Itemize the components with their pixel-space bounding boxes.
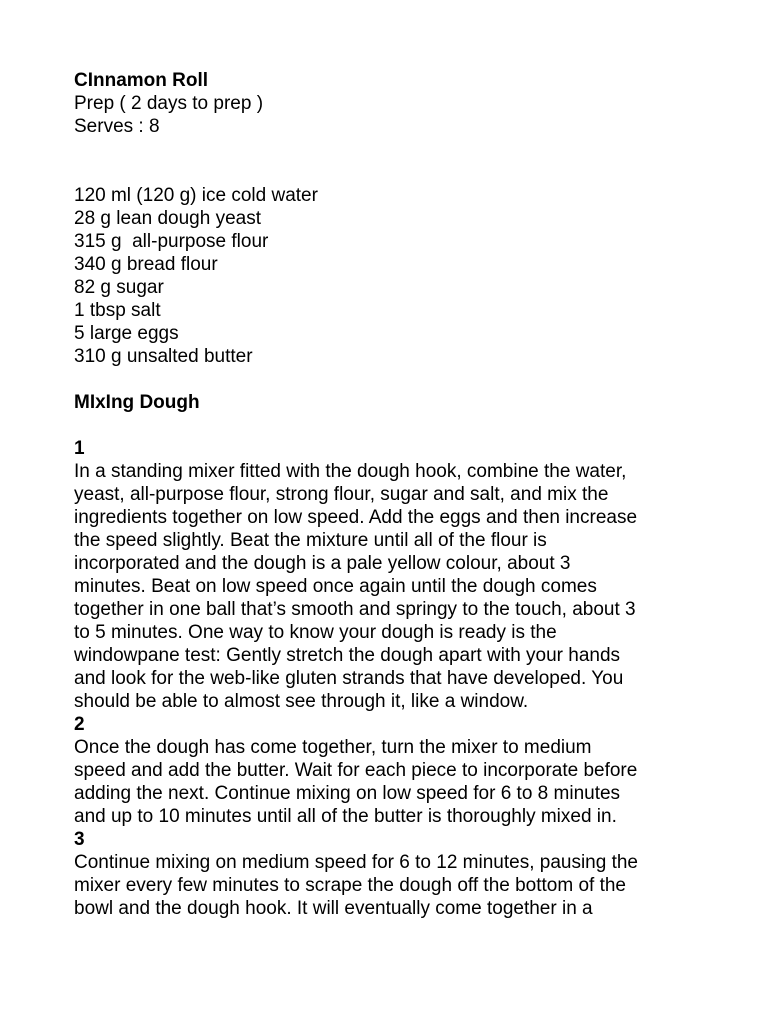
step-text-line: and up to 10 minutes until all of the butter is thoroughly mixed in.	[74, 806, 617, 827]
ingredient-item: 28 g lean dough yeast	[74, 208, 261, 229]
step-number: 2	[74, 714, 85, 735]
spacer	[74, 414, 704, 437]
recipe-title: CInnamon Roll	[74, 70, 209, 91]
ingredient-item: 315 g all-purpose flour	[74, 231, 269, 252]
recipe-page	[74, 69, 704, 920]
ingredient-item: 120 ml (120 g) ice cold water	[74, 185, 318, 206]
section-heading: MIxIng Dough	[74, 392, 200, 413]
step-text-line: to 5 minutes. One way to know your dough is ready is the	[74, 622, 557, 643]
step-1	[74, 437, 704, 713]
step-text-line: minutes. Beat on low speed once again until the dough comes	[74, 576, 597, 597]
step-text-line: and look for the web-like gluten strands that have developed. You	[74, 668, 624, 689]
ingredient-item: 310 g unsalted butter	[74, 346, 253, 367]
spacer	[74, 368, 704, 391]
ingredient-item: 5 large eggs	[74, 323, 179, 344]
step-text-line: should be able to almost see through it, like a window.	[74, 691, 529, 712]
ingredient-item: 82 g sugar	[74, 277, 164, 298]
step-text-line: ingredients together on low speed. Add the eggs and then increase	[74, 507, 638, 528]
step-text-line: Once the dough has come together, turn the mixer to medium	[74, 737, 592, 758]
ingredient-list	[74, 184, 704, 368]
step-3	[74, 828, 704, 920]
step-text-line: together in one ball that’s smooth and springy to the touch, about 3	[74, 599, 636, 620]
step-text-line: bowl and the dough hook. It will eventually come together in a	[74, 898, 593, 919]
step-text-line: yeast, all-purpose flour, strong flour, sugar and salt, and mix the	[74, 484, 609, 505]
step-text-line: speed and add the butter. Wait for each piece to incorporate before	[74, 760, 638, 781]
step-text-line: Continue mixing on medium speed for 6 to 12 minutes, pausing the	[74, 852, 638, 873]
step-text-line: windowpane test: Gently stretch the dough apart with your hands	[74, 645, 621, 666]
step-text-line: incorporated and the dough is a pale yellow colour, about 3	[74, 553, 571, 574]
ingredient-item: 340 g bread flour	[74, 254, 218, 275]
serves: Serves : 8	[74, 116, 160, 137]
step-text-line: adding the next. Continue mixing on low speed for 6 to 8 minutes	[74, 783, 621, 804]
ingredient-item: 1 tbsp salt	[74, 300, 161, 321]
spacer	[74, 138, 704, 184]
step-text-line: mixer every few minutes to scrape the dough off the bottom of the	[74, 875, 627, 896]
step-text-line: In a standing mixer fitted with the dough hook, combine the water,	[74, 461, 627, 482]
step-text-line: the speed slightly. Beat the mixture until all of the flour is	[74, 530, 547, 551]
prep-time: Prep ( 2 days to prep )	[74, 93, 264, 114]
step-number: 3	[74, 829, 85, 850]
step-number: 1	[74, 438, 85, 459]
step-2	[74, 713, 704, 828]
